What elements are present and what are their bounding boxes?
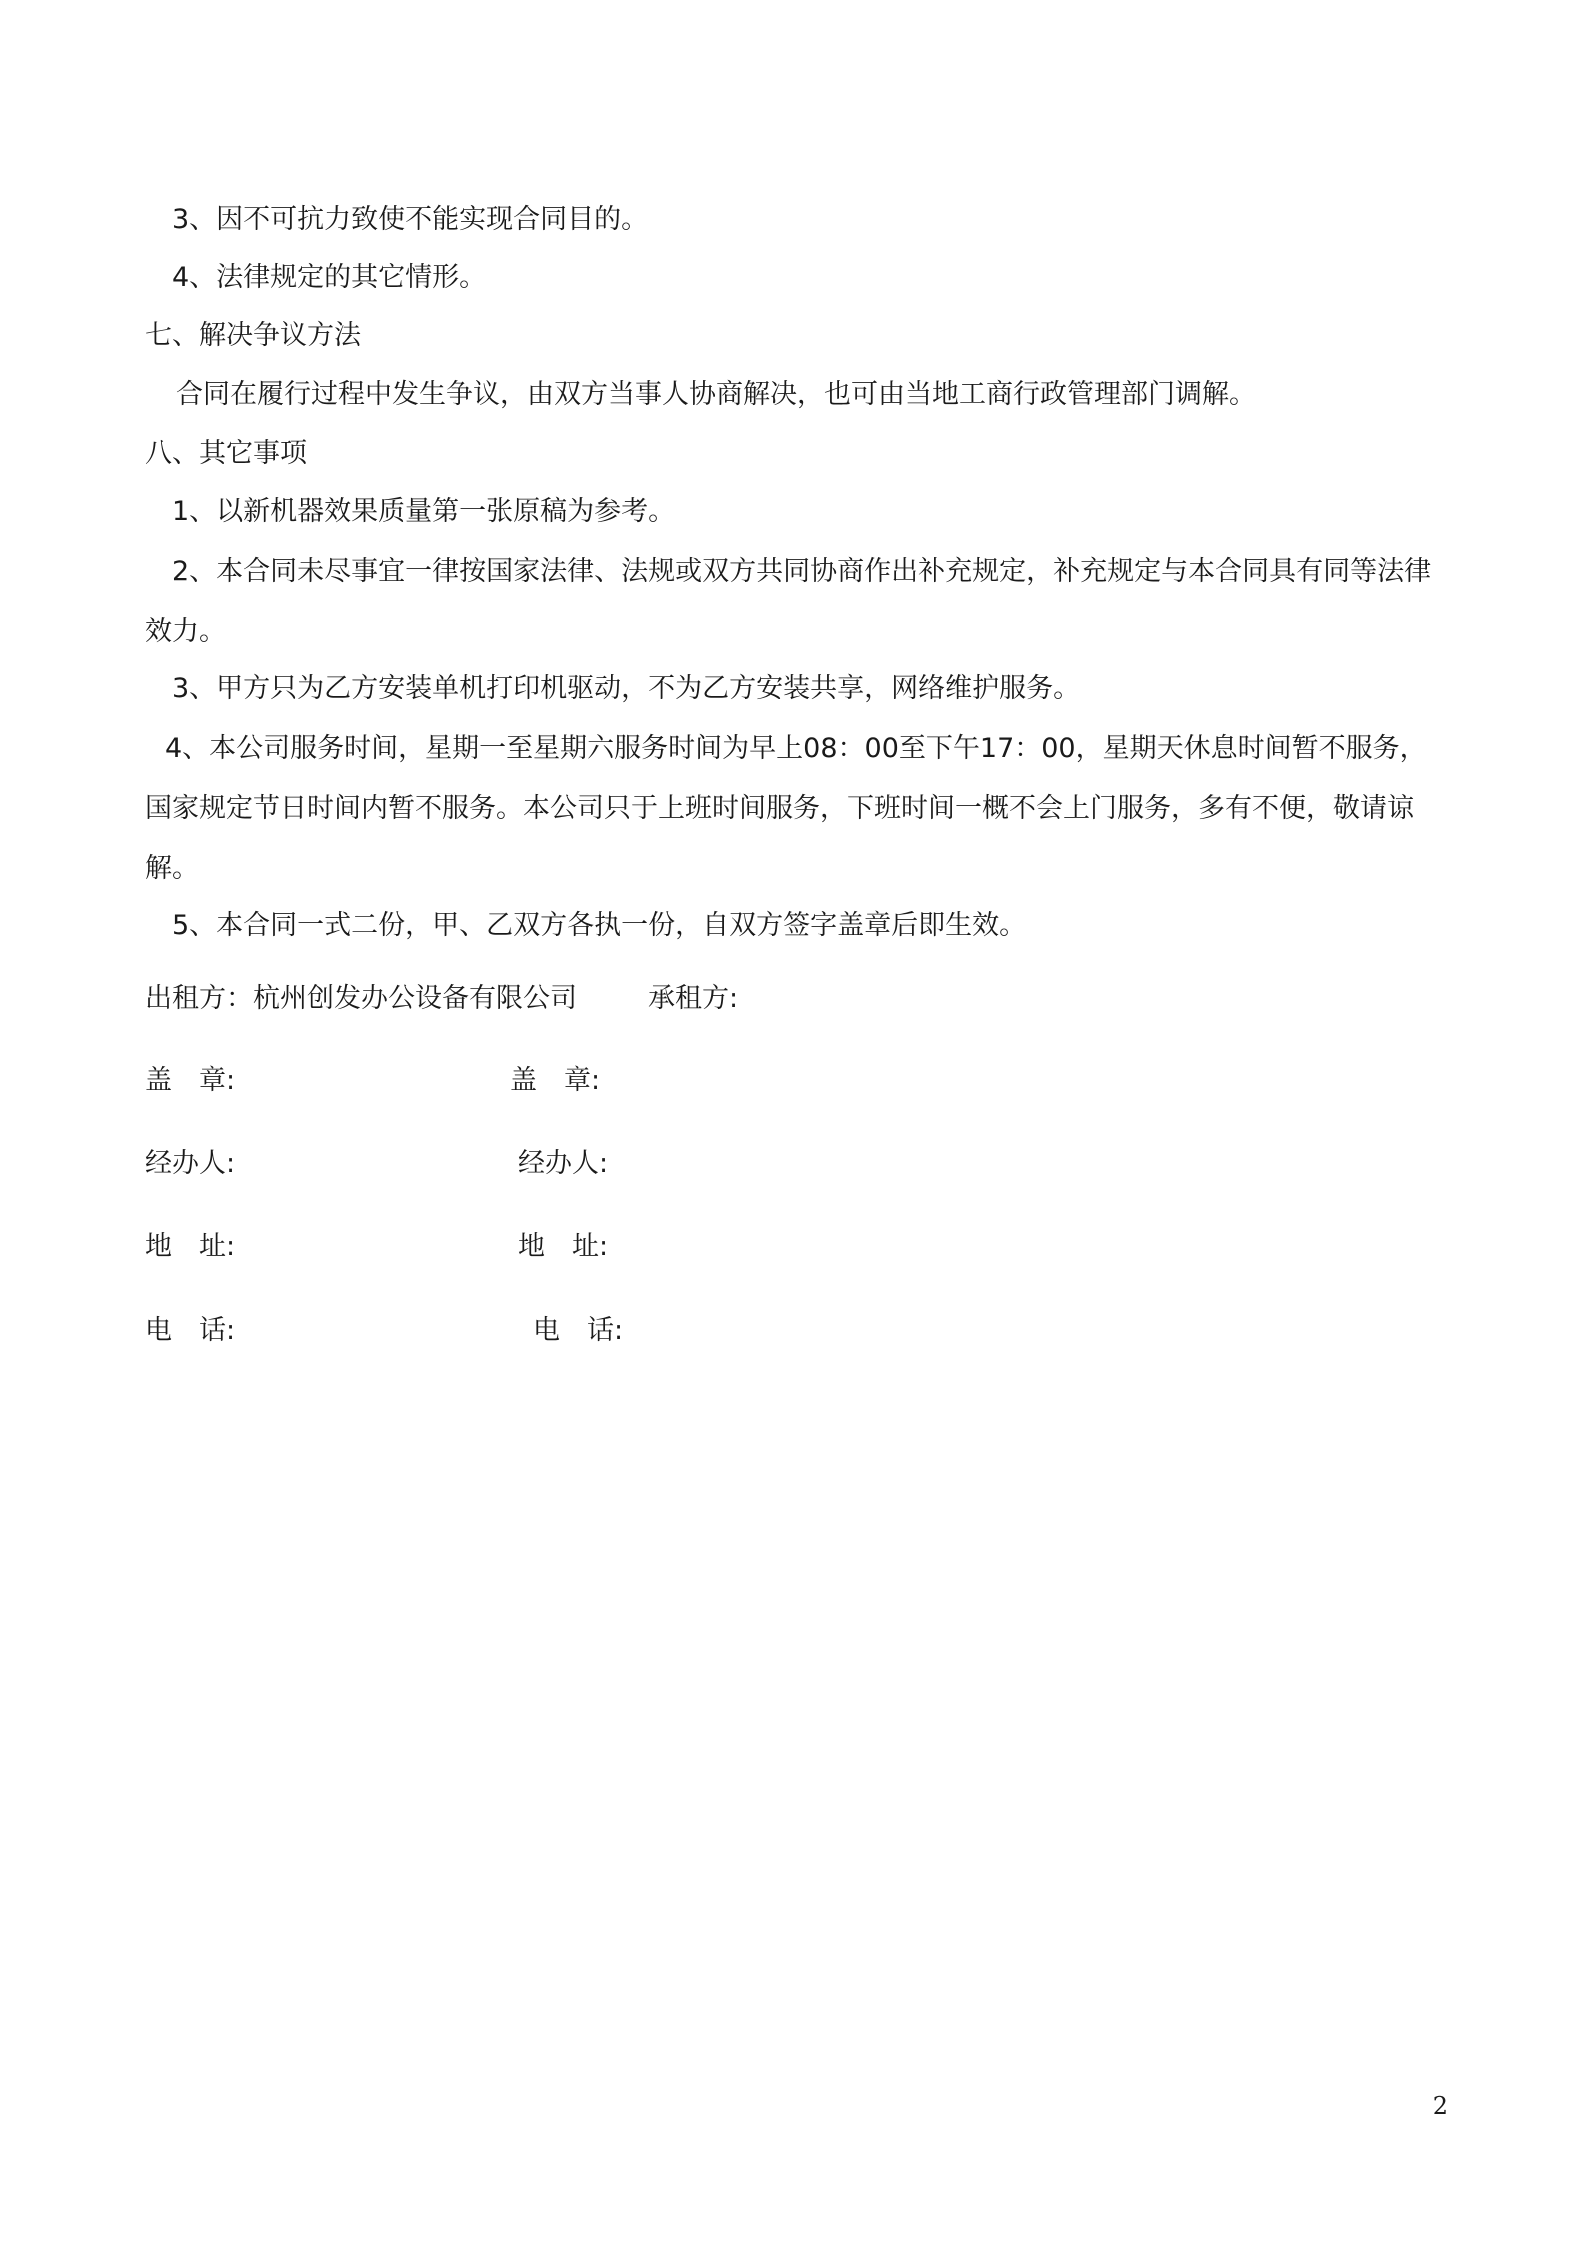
section-8-item-3: 3、甲方只为乙方安装单机打印机驱动，不为乙方安装共享，网络维护服务。 — [172, 673, 1081, 704]
page-number: 2 — [1432, 2092, 1448, 2120]
phone-label-left: 电 话: — [145, 1315, 236, 1346]
section-8-item-1: 1、以新机器效果质量第一张原稿为参考。 — [172, 496, 676, 527]
section-8-item-2: 2、本合同未尽事宜一律按国家法律、法规或双方共同协商作出补充规定，补充规定与本合同具有同等法律效力。 — [145, 556, 1432, 647]
section-8-item-4: 4、本公司服务时间，星期一至星期六服务时间为早上08：00至下午17：00，星期天休息时间暂不服务，国家规定节日时间内暂不服务。本公司只于上班时间服务，下班时间一概不会上门服务，多有不便，敬请谅解。 — [145, 733, 1427, 884]
agent-label-right: 经办人: — [518, 1148, 609, 1179]
clause-termination-3: 3、因不可抗力致使不能实现合同目的。 — [172, 204, 649, 235]
address-label-left: 地 址: — [145, 1231, 236, 1262]
phone-label-right: 电 话: — [533, 1315, 624, 1346]
section-7-heading: 七、解决争议方法 — [145, 320, 361, 351]
section-7-body: 合同在履行过程中发生争议，由双方当事人协商解决，也可由当地工商行政管理部门调解。 — [176, 379, 1256, 410]
seal-label-left: 盖 章: — [145, 1065, 236, 1096]
lessee-label: 承租方: — [648, 983, 739, 1014]
seal-label-right: 盖 章: — [510, 1065, 601, 1096]
section-8-item-5: 5、本合同一式二份，甲、乙双方各执一份，自双方签字盖章后即生效。 — [172, 910, 1027, 941]
agent-label-left: 经办人: — [145, 1148, 236, 1179]
clause-termination-4: 4、法律规定的其它情形。 — [172, 262, 487, 293]
address-label-right: 地 址: — [518, 1231, 609, 1262]
lessor-label: 出租方：杭州创发办公设备有限公司 — [145, 983, 577, 1014]
section-8-heading: 八、其它事项 — [145, 438, 307, 469]
